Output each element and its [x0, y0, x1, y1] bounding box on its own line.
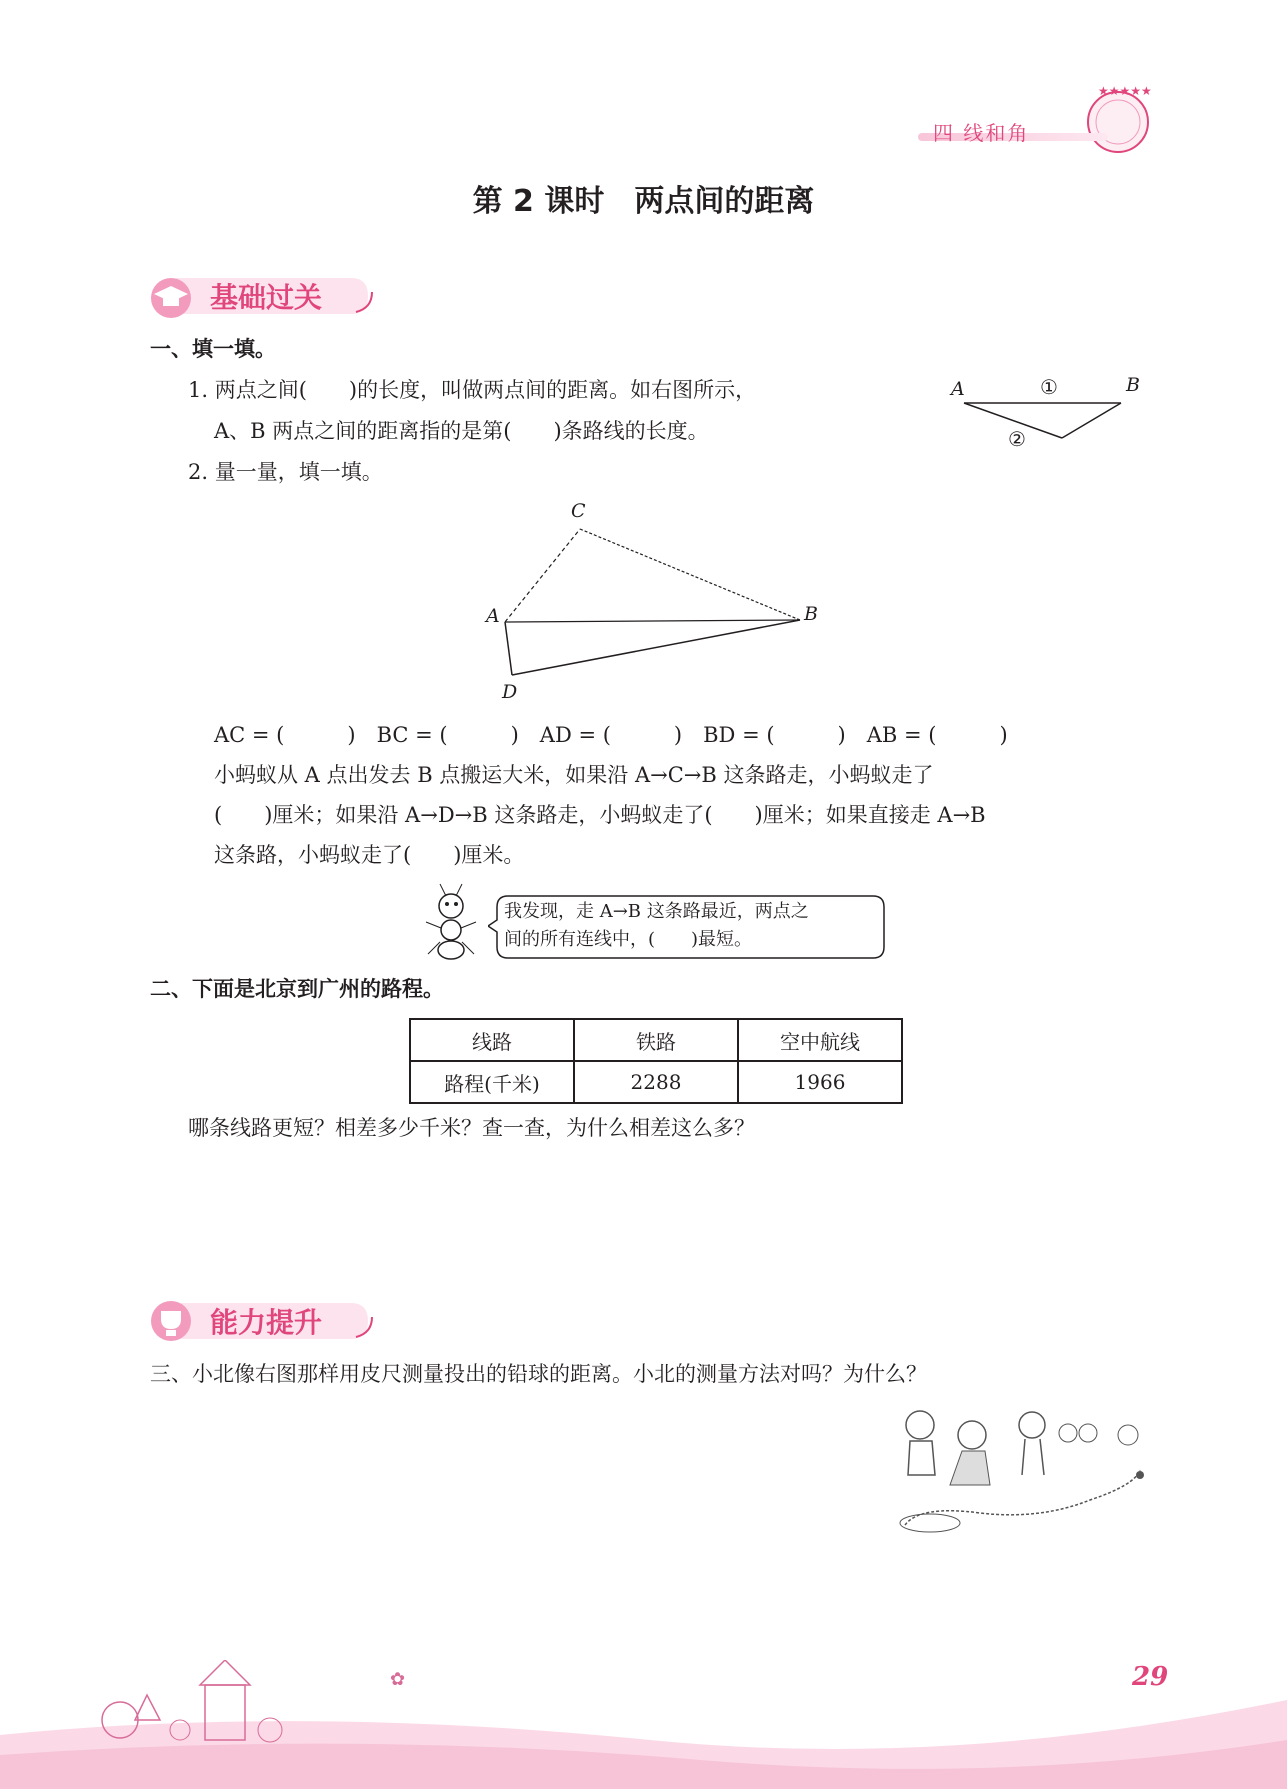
- q1-item1-line1: 1. 两点之间( )的长度，叫做两点间的距离。如右图所示，: [188, 378, 757, 402]
- table-header-cell: 线路: [410, 1019, 574, 1061]
- shot-put-illustration: [890, 1405, 1160, 1540]
- page-number: 29: [1132, 1662, 1169, 1692]
- segment-cb: [580, 529, 800, 620]
- page-title: 第 2 课时 两点间的距离: [472, 184, 815, 219]
- chapter-label: 四 线和角: [933, 121, 1030, 145]
- route-table: [409, 1018, 903, 1104]
- ant-illustration: [416, 882, 496, 962]
- table-cell: 路程(千米): [410, 1061, 574, 1103]
- ant-text-line2: ( )厘米；如果沿 A→D→B 这条路走，小蚂蚁走了( )厘米；如果直接走 A→B: [214, 803, 986, 827]
- speech-bubble: [488, 892, 888, 962]
- q1-item2: 2. 量一量，填一填。: [188, 460, 383, 484]
- q2-question: 哪条线路更短？相差多少千米？查一查，为什么相差这么多？: [188, 1116, 755, 1140]
- trophy-icon: [146, 1299, 196, 1343]
- table-cell: 1966: [738, 1061, 902, 1103]
- footer-wave: [0, 1660, 1287, 1789]
- ant-text-line1: 小蚂蚁从 A 点出发去 B 点搬运大米，如果沿 A→C→B 这条路走，小蚂蚁走了: [214, 763, 934, 787]
- fig1-route-1-label: ①: [1040, 375, 1058, 399]
- ant-icon: [416, 882, 496, 962]
- q2-heading: 二、下面是北京到广州的路程。: [150, 977, 444, 1001]
- section-title-advanced: 能力提升: [210, 1306, 323, 1339]
- q3-heading: 三、小北像右图那样用皮尺测量投出的铅球的距离。小北的测量方法对吗？为什么？: [150, 1362, 927, 1386]
- table-cell: 2288: [574, 1061, 738, 1103]
- section-badge-basic: [146, 272, 376, 320]
- fig1-label-b: B: [1126, 374, 1140, 396]
- segment-ac: [505, 529, 580, 622]
- table-header-cell: 空中航线: [738, 1019, 902, 1061]
- route-2-line-b: [1062, 403, 1121, 438]
- segment-db: [512, 620, 800, 675]
- q1-heading: 一、填一填。: [150, 337, 276, 361]
- bubble-line1: 我发现，走 A→B 这条路最近，两点之: [504, 901, 809, 922]
- fig2-label-a: A: [486, 605, 500, 627]
- svg-text:✿: ✿: [390, 1669, 406, 1690]
- publisher-logo: [1078, 80, 1158, 160]
- section-badge-advanced: [146, 1297, 376, 1345]
- table-header-cell: 铁路: [574, 1019, 738, 1061]
- segment-ab: [505, 620, 800, 622]
- logo-icon: [1078, 80, 1158, 160]
- fig2-label-c: C: [571, 500, 586, 522]
- section-title-basic: 基础过关: [210, 281, 323, 314]
- kids-measuring-icon: [890, 1405, 1160, 1540]
- segment-ad: [505, 622, 512, 675]
- fig2-label-d: D: [502, 681, 518, 703]
- q1-item1-line2: A、B 两点之间的距离指的是第( )条路线的长度。: [214, 419, 709, 443]
- measure-line: AC = ( ) BC = ( ) AD = ( ) BD = ( ) AB = ( ): [214, 723, 1008, 747]
- bubble-line2: 间的所有连线中，( )最短。: [504, 929, 753, 950]
- graduation-cap-icon: [146, 274, 196, 318]
- fig2-label-b: B: [804, 603, 818, 625]
- table-row: [410, 1061, 902, 1103]
- fig1-route-2-label: ②: [1008, 427, 1026, 451]
- quadrilateral-figure: [480, 495, 820, 715]
- castle-scene-icon: [0, 1660, 1287, 1789]
- svg-text:★★★★★: ★★★★★: [1098, 84, 1152, 98]
- two-routes-figure: [946, 372, 1146, 462]
- fig1-label-a: A: [951, 378, 965, 400]
- ant-text-line3: 这条路，小蚂蚁走了( )厘米。: [214, 843, 525, 867]
- table-header-row: [410, 1019, 902, 1061]
